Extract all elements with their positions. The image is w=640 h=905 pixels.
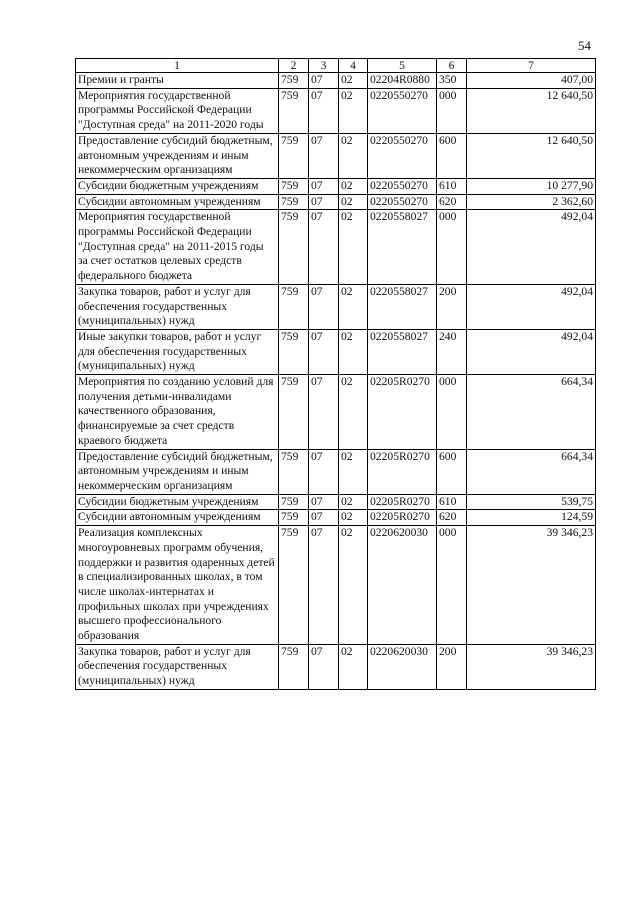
header-cell-7: 7 [467,59,596,73]
expense-type-cell: 620 [437,194,467,210]
amount-cell: 492,04 [467,210,596,285]
expense-type-cell: 600 [437,449,467,494]
row-name-cell: Мероприятия по созданию условий для получения детьми-инвалидами качественного образования, финансируемые за счет средств краевого бюджета [76,375,279,450]
page-number: 54 [578,38,591,53]
row-name-cell: Субсидии автономным учреждениям [76,510,279,526]
amount-cell: 39 346,23 [467,644,596,689]
section-code-cell: 07 [309,644,339,689]
grbs-code-cell: 759 [279,284,309,329]
row-name-cell: Реализация комплексных многоуровневых программ обучения, поддержки и развития одаренных детей в специализированных школах, в том числе школах-интернатах и профильных школах при учреждениях высшего профессионального образования [76,526,279,645]
subsection-code-cell: 02 [339,644,368,689]
table-row [76,526,596,645]
grbs-code-cell: 759 [279,194,309,210]
expense-type-cell: 000 [437,375,467,450]
grbs-code-cell: 759 [279,178,309,194]
row-name-cell: Субсидии автономным учреждениям [76,194,279,210]
subsection-code-cell: 02 [339,194,368,210]
section-code-cell: 07 [309,178,339,194]
table-row [76,284,596,329]
subsection-code-cell: 02 [339,284,368,329]
header-cell-3: 3 [309,59,339,73]
target-article-cell: 0220550270 [368,133,437,178]
subsection-code-cell: 02 [339,526,368,645]
grbs-code-cell: 759 [279,210,309,285]
amount-cell: 12 640,50 [467,88,596,133]
subsection-code-cell: 02 [339,449,368,494]
target-article-cell: 0220550270 [368,194,437,210]
expense-type-cell: 620 [437,510,467,526]
table-row [76,375,596,450]
header-cell-2: 2 [279,59,309,73]
target-article-cell: 0220558027 [368,284,437,329]
grbs-code-cell: 759 [279,88,309,133]
table-row [76,133,596,178]
grbs-code-cell: 759 [279,329,309,374]
header-cell-5: 5 [368,59,437,73]
target-article-cell: 02205R0270 [368,375,437,450]
target-article-cell: 0220550270 [368,178,437,194]
table-header-row [76,59,596,73]
subsection-code-cell: 02 [339,210,368,285]
expense-type-cell: 000 [437,210,467,285]
row-name-cell: Субсидии бюджетным учреждениям [76,494,279,510]
section-code-cell: 07 [309,375,339,450]
amount-cell: 12 640,50 [467,133,596,178]
subsection-code-cell: 02 [339,375,368,450]
expense-type-cell: 610 [437,178,467,194]
row-name-cell: Субсидии бюджетным учреждениям [76,178,279,194]
grbs-code-cell: 759 [279,133,309,178]
table-row [76,449,596,494]
table-row [76,194,596,210]
row-name-cell: Закупка товаров, работ и услуг для обеспечения государственных (муниципальных) нужд [76,284,279,329]
header-cell-6: 6 [437,59,467,73]
grbs-code-cell: 759 [279,494,309,510]
amount-cell: 664,34 [467,449,596,494]
grbs-code-cell: 759 [279,644,309,689]
target-article-cell: 0220620030 [368,526,437,645]
subsection-code-cell: 02 [339,88,368,133]
amount-cell: 2 362,60 [467,194,596,210]
target-article-cell: 0220558027 [368,329,437,374]
row-name-cell: Предоставление субсидий бюджетным, автономным учреждениям и иным некоммерческим организациям [76,449,279,494]
section-code-cell: 07 [309,449,339,494]
section-code-cell: 07 [309,73,339,89]
target-article-cell: 02204R0880 [368,73,437,89]
table-row [76,178,596,194]
amount-cell: 10 277,90 [467,178,596,194]
amount-cell: 539,75 [467,494,596,510]
amount-cell: 124,59 [467,510,596,526]
target-article-cell: 02205R0270 [368,494,437,510]
section-code-cell: 07 [309,284,339,329]
table-body [76,73,596,690]
expense-type-cell: 600 [437,133,467,178]
expense-type-cell: 200 [437,284,467,329]
row-name-cell: Премии и гранты [76,73,279,89]
table-row [76,329,596,374]
section-code-cell: 07 [309,88,339,133]
amount-cell: 39 346,23 [467,526,596,645]
target-article-cell: 0220550270 [368,88,437,133]
grbs-code-cell: 759 [279,526,309,645]
row-name-cell: Мероприятия государственной программы Российской Федерации "Доступная среда" на 2011-2020 годы [76,88,279,133]
table-row [76,510,596,526]
section-code-cell: 07 [309,133,339,178]
table-row [76,644,596,689]
expense-type-cell: 200 [437,644,467,689]
section-code-cell: 07 [309,210,339,285]
section-code-cell: 07 [309,194,339,210]
table-row [76,73,596,89]
section-code-cell: 07 [309,494,339,510]
table-row [76,210,596,285]
expense-type-cell: 350 [437,73,467,89]
target-article-cell: 0220558027 [368,210,437,285]
amount-cell: 407,00 [467,73,596,89]
target-article-cell: 02205R0270 [368,449,437,494]
subsection-code-cell: 02 [339,178,368,194]
grbs-code-cell: 759 [279,510,309,526]
section-code-cell: 07 [309,526,339,645]
amount-cell: 492,04 [467,284,596,329]
subsection-code-cell: 02 [339,329,368,374]
section-code-cell: 07 [309,329,339,374]
subsection-code-cell: 02 [339,73,368,89]
expense-type-cell: 610 [437,494,467,510]
expense-type-cell: 000 [437,88,467,133]
budget-table [75,58,596,690]
table-row [76,88,596,133]
subsection-code-cell: 02 [339,494,368,510]
grbs-code-cell: 759 [279,449,309,494]
section-code-cell: 07 [309,510,339,526]
row-name-cell: Предоставление субсидий бюджетным, автономным учреждениям и иным некоммерческим организациям [76,133,279,178]
header-cell-4: 4 [339,59,368,73]
amount-cell: 492,04 [467,329,596,374]
amount-cell: 664,34 [467,375,596,450]
table-row [76,494,596,510]
row-name-cell: Мероприятия государственной программы Российской Федерации "Доступная среда" на 2011-2015 годы за счет остатков целевых средств федерального бюджета [76,210,279,285]
grbs-code-cell: 759 [279,73,309,89]
expense-type-cell: 000 [437,526,467,645]
target-article-cell: 0220620030 [368,644,437,689]
header-cell-1: 1 [76,59,279,73]
target-article-cell: 02205R0270 [368,510,437,526]
row-name-cell: Закупка товаров, работ и услуг для обеспечения государственных (муниципальных) нужд [76,644,279,689]
expense-type-cell: 240 [437,329,467,374]
row-name-cell: Иные закупки товаров, работ и услуг для обеспечения государственных (муниципальных) нужд [76,329,279,374]
subsection-code-cell: 02 [339,133,368,178]
grbs-code-cell: 759 [279,375,309,450]
subsection-code-cell: 02 [339,510,368,526]
